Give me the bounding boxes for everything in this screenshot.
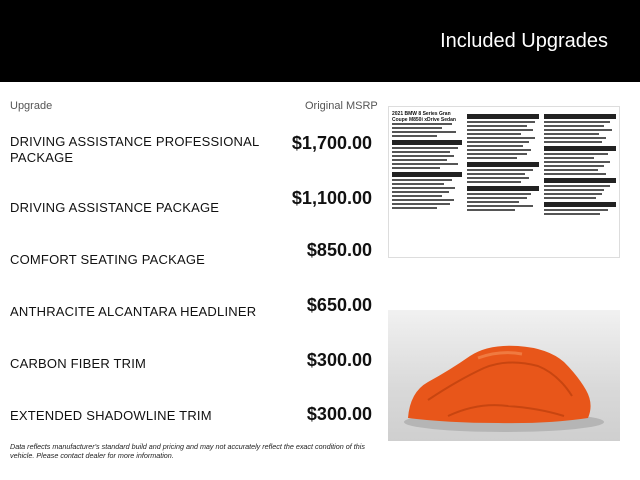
column-header-msrp: Original MSRP xyxy=(305,100,378,112)
upgrade-name: DRIVING ASSISTANCE PROFESSIONAL PACKAGE xyxy=(10,134,259,165)
sticker-column-middle xyxy=(467,111,539,213)
header-bar xyxy=(0,0,640,82)
page-title: Included Upgrades xyxy=(440,30,608,52)
upgrade-price: $300.00 xyxy=(306,350,372,370)
column-header-upgrade: Upgrade xyxy=(10,100,53,112)
sticker-heading: 2021 BMW 8 Series Gran Coupe M850i xDrive Sedan xyxy=(392,111,456,123)
covered-car-icon xyxy=(388,310,620,441)
upgrade-price: $300.00 xyxy=(306,404,372,424)
disclaimer-text: Data reflects manufacturer's standard build and pricing and may not accurately reflect the exact condition of this vehicle. Please contact dealer for more information. xyxy=(10,442,365,460)
upgrade-name: COMFORT SEATING PACKAGE xyxy=(10,252,206,267)
upgrade-price: $1,100.00 xyxy=(291,188,372,208)
sticker-column-right xyxy=(544,111,616,217)
upgrade-price: $650.00 xyxy=(306,295,372,315)
upgrade-name: EXTENDED SHADOWLINE TRIM xyxy=(10,408,212,423)
upgrade-name: CARBON FIBER TRIM xyxy=(10,356,147,371)
window-sticker-image xyxy=(388,106,620,258)
upgrade-price: $850.00 xyxy=(306,240,372,260)
vehicle-image xyxy=(388,310,620,441)
sticker-column-left xyxy=(392,111,462,211)
upgrade-price: $1,700.00 xyxy=(291,133,372,153)
upgrade-name: DRIVING ASSISTANCE PACKAGE xyxy=(10,200,220,215)
upgrade-name: ANTHRACITE ALCANTARA HEADLINER xyxy=(10,304,257,319)
